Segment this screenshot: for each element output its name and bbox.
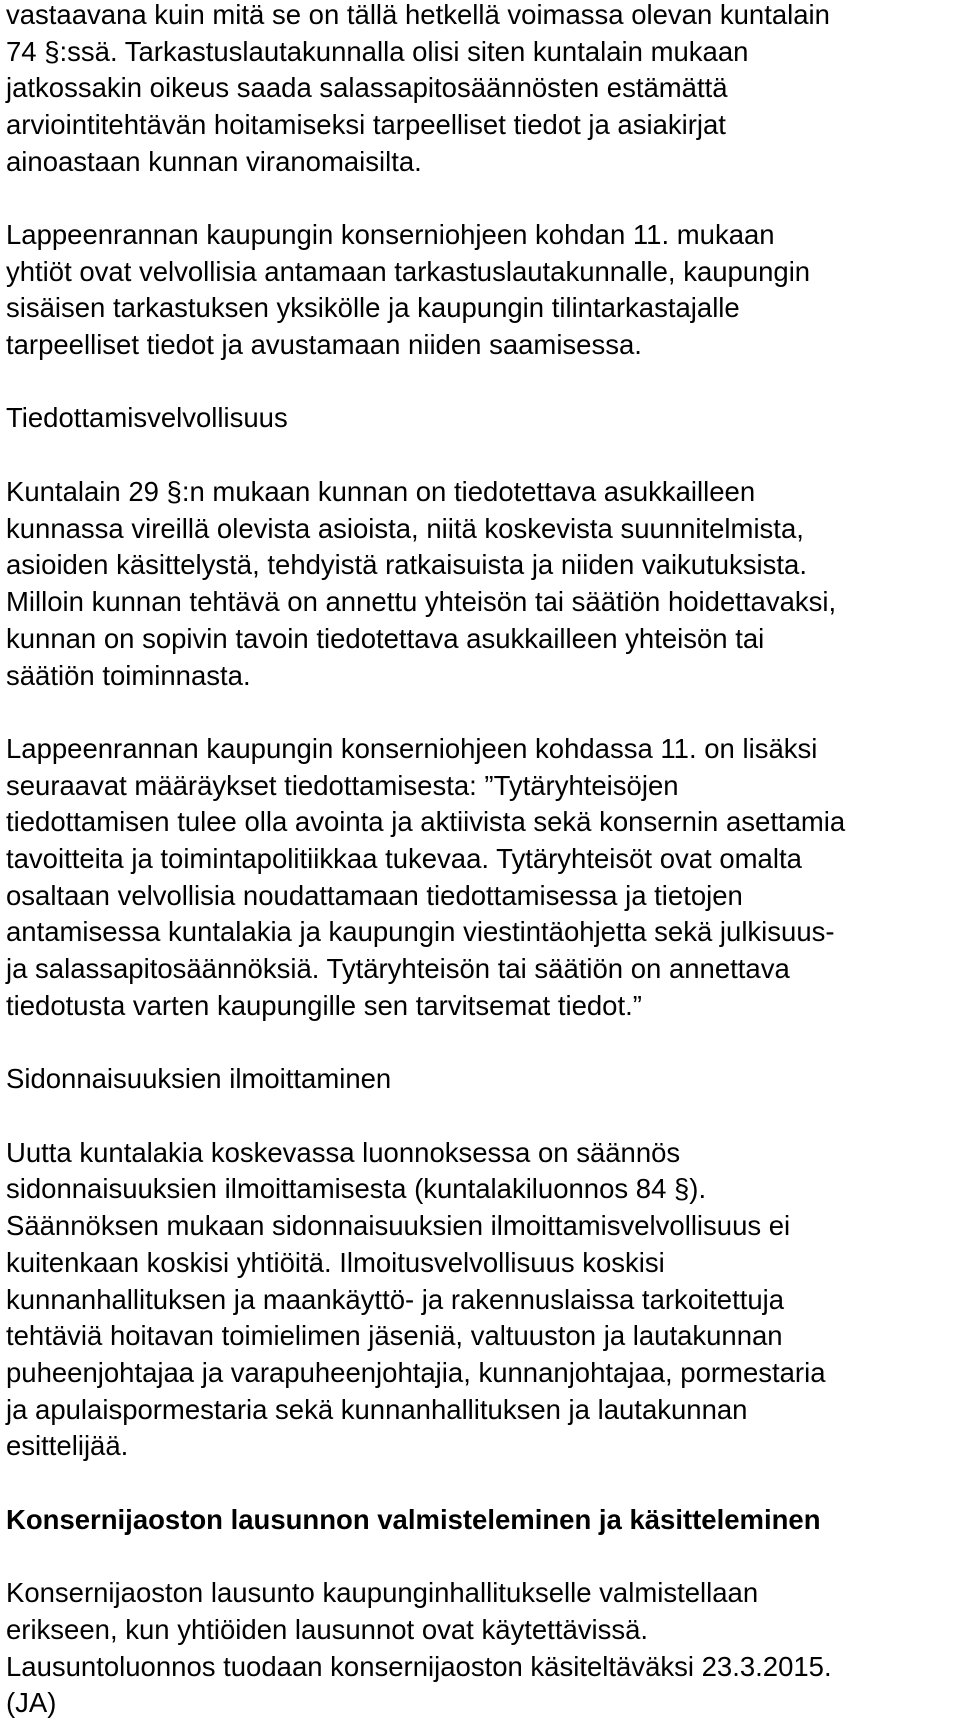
text-line: tiedotusta varten kaupungille sen tarvitsemat tiedot.” xyxy=(6,990,642,1021)
section-heading-sidonnaisuuksien-ilmoittaminen: Sidonnaisuuksien ilmoittaminen xyxy=(6,1063,392,1094)
text-line: Kuntalain 29 §:n mukaan kunnan on tiedotettava asukkailleen xyxy=(6,476,756,507)
text-line: tehtäviä hoitavan toimielimen jäseniä, valtuuston ja lautakunnan xyxy=(6,1320,783,1351)
text-line: antamisessa kuntalakia ja kaupungin viestintäohjetta sekä julkisuus- xyxy=(6,916,835,947)
section-heading-konsernijaoston-lausunto: Konsernijaoston lausunnon valmisteleminen ja käsitteleminen xyxy=(6,1504,821,1535)
text-line: ja salassapitosäännöksiä. Tytäryhteisön tai säätiön on annettava xyxy=(6,953,790,984)
text-line: ja apulaispormestaria sekä kunnanhallituksen ja lautakunnan xyxy=(6,1394,748,1425)
text-line: osaltaan velvollisia noudattamaan tiedottamisessa ja tietojen xyxy=(6,880,743,911)
text-line: yhtiöt ovat velvollisia antamaan tarkastuslautakunnalle, kaupungin xyxy=(6,256,811,287)
text-line: erikseen, kun yhtiöiden lausunnot ovat käytettävissä. xyxy=(6,1614,649,1645)
text-line: Lappeenrannan kaupungin konserniohjeen kohdassa 11. on lisäksi xyxy=(6,733,818,764)
text-line: ainoastaan kunnan viranomaisilta. xyxy=(6,146,422,177)
text-line: seuraavat määräykset tiedottamisesta: ”Tytäryhteisöjen xyxy=(6,770,679,801)
text-line: tarpeelliset tiedot ja avustamaan niiden saamisessa. xyxy=(6,329,642,360)
text-line: Uutta kuntalakia koskevassa luonnoksessa on säännös xyxy=(6,1137,681,1168)
text-line: Lappeenrannan kaupungin konserniohjeen kohdan 11. mukaan xyxy=(6,219,775,250)
text-line: tavoitteita ja toimintapolitiikkaa tukevaa. Tytäryhteisöt ovat omalta xyxy=(6,843,802,874)
text-line: Lausuntoluonnos tuodaan konsernijaoston käsiteltäväksi 23.3.2015. xyxy=(6,1651,832,1682)
text-line: Konsernijaoston lausunto kaupunginhallitukselle valmistellaan xyxy=(6,1577,759,1608)
text-line: arviointitehtävän hoitamiseksi tarpeelliset tiedot ja asiakirjat xyxy=(6,109,726,140)
text-line: sidonnaisuuksien ilmoittamisesta (kuntalakiluonnos 84 §). xyxy=(6,1173,707,1204)
text-line: kunnan on sopivin tavoin tiedotettava asukkailleen yhteisön tai xyxy=(6,623,765,654)
text-line: (JA) xyxy=(6,1687,57,1718)
text-line: tiedottamisen tulee olla avointa ja aktiivista sekä konsernin asettamia xyxy=(6,806,846,837)
text-line: sisäisen tarkastuksen yksikölle ja kaupungin tilintarkastajalle xyxy=(6,292,740,323)
text-line: puheenjohtajaa ja varapuheenjohtajia, kunnanjohtajaa, pormestaria xyxy=(6,1357,826,1388)
text-line: esittelijää. xyxy=(6,1430,129,1461)
text-line: Milloin kunnan tehtävä on annettu yhteisön tai säätiön hoidettavaksi, xyxy=(6,586,837,617)
section-heading-tiedottamisvelvollisuus: Tiedottamisvelvollisuus xyxy=(6,402,288,433)
text-line: jatkossakin oikeus saada salassapitosäännösten estämättä xyxy=(6,72,728,103)
text-line: 74 §:ssä. Tarkastuslautakunnalla olisi siten kuntalain mukaan xyxy=(6,36,749,67)
text-line: asioiden käsittelystä, tehdyistä ratkaisuista ja niiden vaikutuksista. xyxy=(6,549,807,580)
text-line: vastaavana kuin mitä se on tällä hetkellä voimassa olevan kuntalain xyxy=(6,0,830,30)
text-line: Säännöksen mukaan sidonnaisuuksien ilmoittamisvelvollisuus ei xyxy=(6,1210,791,1241)
text-line: kuitenkaan koskisi yhtiöitä. Ilmoitusvelvollisuus koskisi xyxy=(6,1247,665,1278)
text-line: kunnanhallituksen ja maankäyttö- ja rakennuslaissa tarkoitettuja xyxy=(6,1284,785,1315)
text-line: säätiön toiminnasta. xyxy=(6,660,251,691)
text-line: kunnassa vireillä olevista asioista, niitä koskevista suunnitelmista, xyxy=(6,513,804,544)
